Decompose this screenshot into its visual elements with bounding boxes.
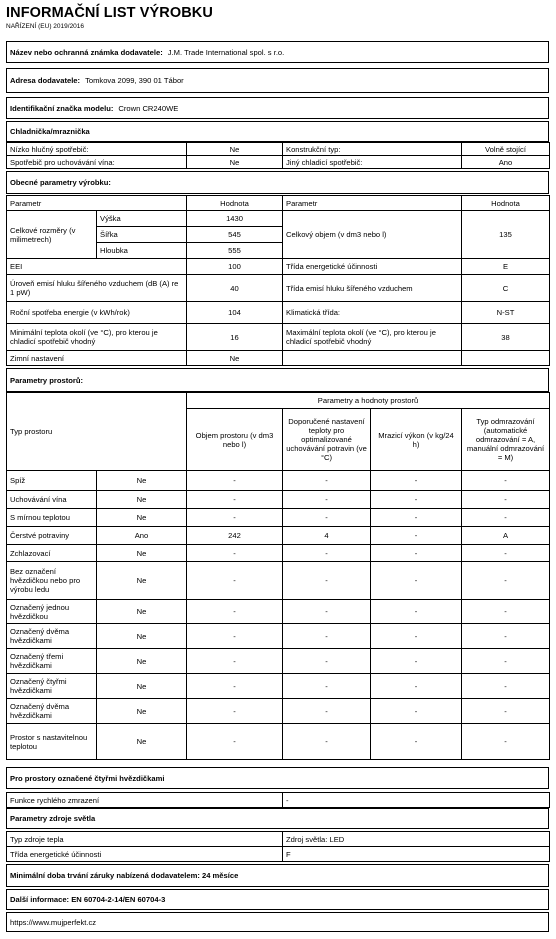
fast-freeze-label: Funkce rychlého zmrazení — [7, 793, 283, 808]
table-row — [7, 259, 550, 275]
table-row — [7, 156, 550, 169]
min-ambient-temp-value: 16 — [187, 324, 283, 351]
max-ambient-temp-value: 38 — [462, 324, 550, 351]
light-energy-class-label: Třída energetické účinnosti — [7, 847, 283, 862]
table-row — [7, 562, 550, 600]
total-volume-value: 135 — [462, 211, 550, 259]
header — [6, 5, 213, 31]
compartment-freezing: - — [371, 600, 462, 624]
width-value: 545 — [187, 227, 283, 243]
compartment-temp: - — [283, 491, 371, 509]
section-general-title: Obecné parametry výrobku: — [10, 178, 111, 187]
compartment-temp: - — [283, 724, 371, 760]
compartment-temp: - — [283, 674, 371, 699]
annual-energy-label: Roční spotřeba energie (v kWh/rok) — [7, 302, 187, 324]
design-type-label: Konstrukční typ: — [283, 143, 462, 156]
width-label: Šířka — [97, 227, 187, 243]
table-row — [7, 832, 550, 847]
compartment-params-group-header: Parametry a hodnoty prostorů — [187, 393, 550, 409]
compartment-volume: - — [187, 674, 283, 699]
supplier-name-row — [6, 41, 549, 63]
section-light-title: Parametry zdroje světla — [10, 814, 96, 823]
section-four-star-title: Pro prostory označené čtyřmi hvězdičkami — [10, 773, 165, 783]
compartment-name: Uchovávání vína — [7, 491, 97, 509]
warranty-text: Minimální doba trvání záruky nabízená dodavatelem: 24 měsíce — [10, 871, 239, 880]
light-source-value: Zdroj světla: LED — [283, 832, 550, 847]
compartment-defrost: - — [462, 491, 550, 509]
compartment-present: Ne — [97, 674, 187, 699]
table-row — [7, 302, 550, 324]
compartment-present: Ne — [97, 699, 187, 724]
section-general-heading — [6, 171, 549, 194]
table-header-row — [7, 393, 550, 409]
winter-setting-label: Zimní nastavení — [7, 351, 187, 366]
compartment-name: Označený jednou hvězdičkou — [7, 600, 97, 624]
fridge-basic-table — [6, 142, 550, 169]
compartment-volume: - — [187, 491, 283, 509]
source-type-label: Typ zdroje tepla — [7, 832, 283, 847]
compartment-temp: - — [283, 649, 371, 674]
freezing-capacity-header: Mrazicí výkon (v kg/24 h) — [371, 409, 462, 471]
section-fridge-title: Chladnička/mraznička — [10, 127, 90, 136]
compartment-freezing: - — [371, 562, 462, 600]
depth-value: 555 — [187, 243, 283, 259]
max-ambient-temp-label: Maximální teplota okolí (ve °C), pro kterou je chladicí spotřebič vhodný — [283, 324, 462, 351]
total-volume-label: Celkový objem (v dm3 nebo l) — [283, 211, 462, 259]
section-compartments-title: Parametry prostorů: — [10, 375, 84, 385]
compartment-freezing: - — [371, 509, 462, 527]
compartment-temp: - — [283, 509, 371, 527]
recommended-temp-header: Doporučené nastavení teploty pro optimalizované uchovávání potravin (ve °C) — [283, 409, 371, 471]
other-appliance-label: Jiný chladicí spotřebič: — [283, 156, 462, 169]
regulation-reference: NAŘÍZENÍ (EU) 2019/2016 — [6, 23, 85, 30]
section-fridge-heading — [6, 121, 549, 142]
compartment-name: Čerstvé potraviny — [7, 527, 97, 545]
supplier-name-label: Název nebo ochranná známka dodavatele: — [10, 47, 163, 57]
compartment-defrost: - — [462, 699, 550, 724]
table-row — [7, 793, 550, 808]
compartment-present: Ne — [97, 624, 187, 649]
supplier-address-value: Tomkova 2099, 390 01 Tábor — [85, 76, 184, 85]
eei-value: 100 — [187, 259, 283, 275]
compartment-temp: - — [283, 600, 371, 624]
compartment-defrost: - — [462, 545, 550, 562]
climate-class-label: Klimatická třída: — [283, 302, 462, 324]
compartment-name: Označený čtyřmi hvězdičkami — [7, 674, 97, 699]
compartment-present: Ano — [97, 527, 187, 545]
defrost-type-header: Typ odmrazování (automatické odmrazování = A, manuální odmrazování = M) — [462, 409, 550, 471]
compartment-volume-header: Objem prostoru (v dm3 nebo l) — [187, 409, 283, 471]
compartment-name: Označený třemi hvězdičkami — [7, 649, 97, 674]
compartment-temp: 4 — [283, 527, 371, 545]
compartment-defrost: - — [462, 562, 550, 600]
energy-class-value: E — [462, 259, 550, 275]
table-row — [7, 649, 550, 674]
compartment-volume: - — [187, 600, 283, 624]
compartment-temp: - — [283, 699, 371, 724]
wine-storage-value: Ne — [187, 156, 283, 169]
table-row — [7, 545, 550, 562]
compartment-temp: - — [283, 471, 371, 491]
compartment-freezing: - — [371, 724, 462, 760]
model-id-label: Identifikační značka modelu: — [10, 103, 114, 113]
website-row — [6, 912, 549, 932]
table-row — [7, 211, 550, 227]
empty-cell — [462, 351, 550, 366]
general-params-table — [6, 195, 550, 366]
value-column-header: Hodnota — [187, 196, 283, 211]
supplier-name-value: J.M. Trade International spol. s r.o. — [167, 47, 285, 57]
more-info-text: Další informace: EN 60704-2-14/EN 60704-3 — [10, 895, 166, 904]
wine-storage-label: Spotřebič pro uchovávání vína: — [7, 156, 187, 169]
compartment-name: Zchlazovací — [7, 545, 97, 562]
table-row — [7, 509, 550, 527]
eei-label: EEI — [7, 259, 187, 275]
compartment-freezing: - — [371, 545, 462, 562]
warranty-row — [6, 864, 549, 887]
compartment-defrost: - — [462, 724, 550, 760]
height-value: 1430 — [187, 211, 283, 227]
compartment-freezing: - — [371, 699, 462, 724]
compartment-present: Ne — [97, 471, 187, 491]
compartment-defrost: - — [462, 674, 550, 699]
compartment-volume: - — [187, 649, 283, 674]
compartment-defrost: A — [462, 527, 550, 545]
more-info-row — [6, 889, 549, 910]
supplier-address-row — [6, 68, 549, 93]
noise-class-label: Třída emisí hluku šířeného vzduchem — [283, 275, 462, 302]
noise-level-label: Úroveň emisí hluku šířeného vzduchem (dB (A) re 1 pW) — [7, 275, 187, 302]
compartment-volume: - — [187, 545, 283, 562]
table-row — [7, 527, 550, 545]
table-row — [7, 275, 550, 302]
empty-cell — [283, 351, 462, 366]
table-row — [7, 324, 550, 351]
compartment-name: S mírnou teplotou — [7, 509, 97, 527]
compartment-present: Ne — [97, 724, 187, 760]
compartment-freezing: - — [371, 674, 462, 699]
param-column-header: Parametr — [7, 196, 187, 211]
depth-label: Hloubka — [97, 243, 187, 259]
compartment-temp: - — [283, 545, 371, 562]
design-type-value: Volně stojící — [462, 143, 550, 156]
compartment-volume: - — [187, 624, 283, 649]
fast-freeze-table — [6, 792, 550, 808]
compartment-freezing: - — [371, 649, 462, 674]
compartment-volume: - — [187, 724, 283, 760]
light-energy-class-value: F — [283, 847, 550, 862]
compartment-present: Ne — [97, 562, 187, 600]
compartment-volume: 242 — [187, 527, 283, 545]
compartment-freezing: - — [371, 471, 462, 491]
compartment-present: Ne — [97, 545, 187, 562]
compartment-name: Označený dvěma hvězdičkami — [7, 699, 97, 724]
noise-class-value: C — [462, 275, 550, 302]
table-row — [7, 600, 550, 624]
compartment-defrost: - — [462, 471, 550, 491]
value-column-header-right: Hodnota — [462, 196, 550, 211]
compartment-defrost: - — [462, 509, 550, 527]
section-light-heading — [6, 808, 549, 829]
table-row — [7, 143, 550, 156]
table-header-row — [7, 196, 550, 211]
table-row — [7, 491, 550, 509]
annual-energy-value: 104 — [187, 302, 283, 324]
table-row — [7, 351, 550, 366]
light-source-table — [6, 831, 550, 862]
low-noise-value: Ne — [187, 143, 283, 156]
compartment-freezing: - — [371, 491, 462, 509]
supplier-address-label: Adresa dodavatele: — [10, 76, 81, 85]
height-label: Výška — [97, 211, 187, 227]
compartment-freezing: - — [371, 527, 462, 545]
compartments-table — [6, 392, 550, 760]
section-four-star-heading — [6, 767, 549, 789]
compartments-body — [7, 471, 550, 760]
compartment-present: Ne — [97, 491, 187, 509]
page-title: INFORMAČNÍ LIST VÝROBKU — [6, 5, 213, 21]
compartment-present: Ne — [97, 509, 187, 527]
website-link[interactable]: https://www.mujperfekt.cz — [10, 917, 97, 927]
model-id-value: Crown CR240WE — [118, 103, 179, 113]
overall-dimensions-label: Celkové rozměry (v milimetrech) — [7, 211, 97, 259]
table-row — [7, 724, 550, 760]
compartment-volume: - — [187, 509, 283, 527]
compartment-volume: - — [187, 699, 283, 724]
compartment-defrost: - — [462, 624, 550, 649]
compartment-present: Ne — [97, 649, 187, 674]
climate-class-value: N-ST — [462, 302, 550, 324]
min-ambient-temp-label: Minimální teplota okolí (ve °C), pro kterou je chladicí spotřebič vhodný — [7, 324, 187, 351]
winter-setting-value: Ne — [187, 351, 283, 366]
noise-level-value: 40 — [187, 275, 283, 302]
low-noise-label: Nízko hlučný spotřebič: — [7, 143, 187, 156]
compartment-defrost: - — [462, 649, 550, 674]
compartment-defrost: - — [462, 600, 550, 624]
fast-freeze-value: - — [283, 793, 550, 808]
table-row — [7, 847, 550, 862]
compartment-temp: - — [283, 562, 371, 600]
compartment-type-header: Typ prostoru — [7, 393, 187, 471]
compartment-name: Bez označení hvězdičkou nebo pro výrobu ledu — [7, 562, 97, 600]
compartment-freezing: - — [371, 624, 462, 649]
table-row — [7, 471, 550, 491]
model-id-row — [6, 97, 549, 119]
compartment-name: Spíž — [7, 471, 97, 491]
compartment-name: Označený dvěma hvězdičkami — [7, 624, 97, 649]
compartment-volume: - — [187, 562, 283, 600]
compartment-present: Ne — [97, 600, 187, 624]
param-column-header-right: Parametr — [283, 196, 462, 211]
table-row — [7, 674, 550, 699]
table-row — [7, 699, 550, 724]
compartment-volume: - — [187, 471, 283, 491]
energy-class-label: Třída energetické účinnosti — [283, 259, 462, 275]
section-compartments-heading — [6, 368, 549, 392]
compartment-temp: - — [283, 624, 371, 649]
compartment-name: Prostor s nastavitelnou teplotou — [7, 724, 97, 760]
other-appliance-value: Ano — [462, 156, 550, 169]
table-row — [7, 624, 550, 649]
